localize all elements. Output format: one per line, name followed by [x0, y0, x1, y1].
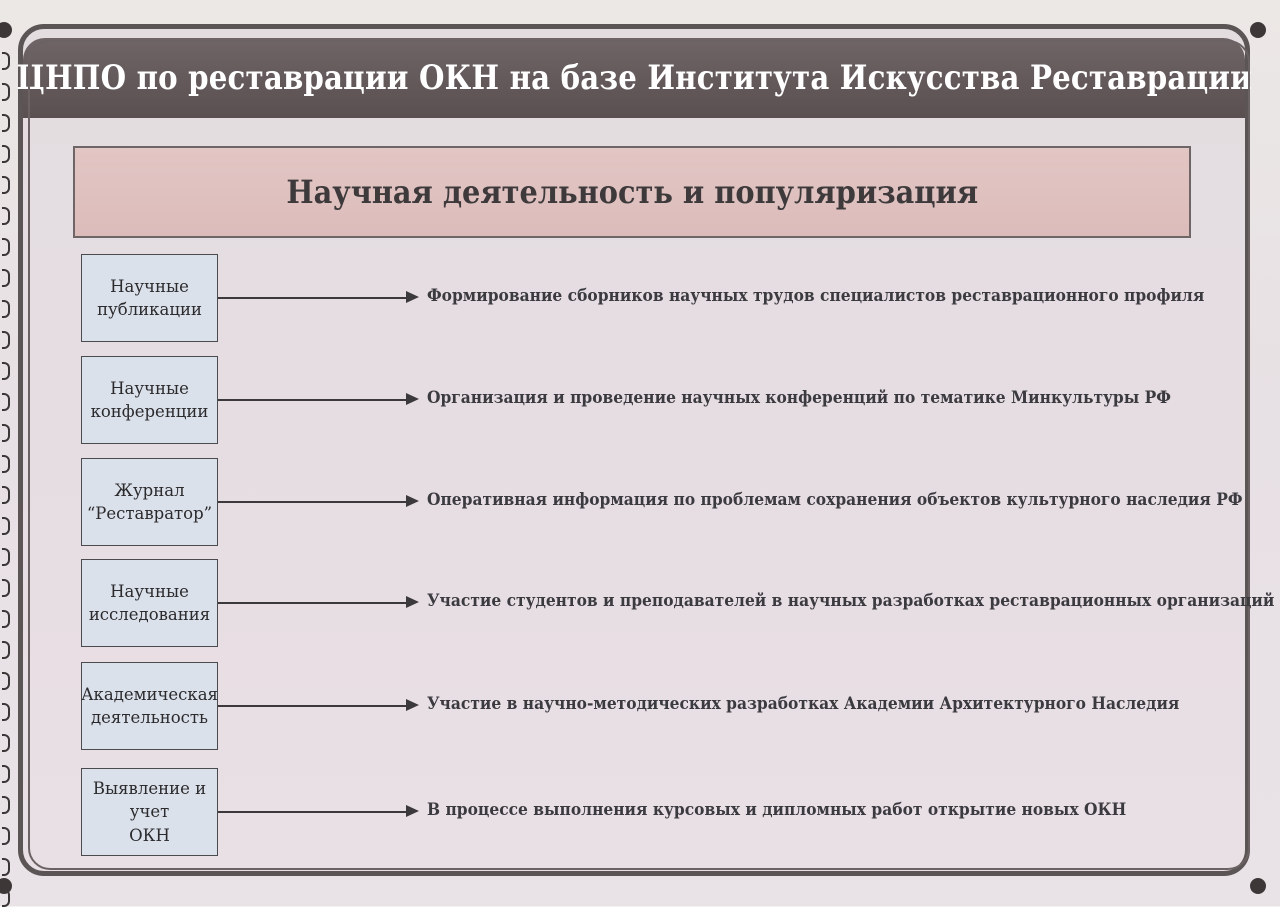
arrow-head-icon — [406, 393, 419, 405]
binding-ring — [2, 207, 10, 225]
binding-ring — [2, 703, 10, 721]
binding-ring — [2, 83, 10, 101]
activity-row-conferences — [81, 356, 1280, 444]
binding-ring — [2, 486, 10, 504]
activity-description: Организация и проведение научных конференций по тематике Минкультуры РФ — [427, 388, 1171, 408]
binding-ring — [2, 796, 10, 814]
activity-description: В процессе выполнения курсовых и дипломных работ открытие новых ОКН — [427, 800, 1127, 820]
binding-ring — [2, 176, 10, 194]
activity-description: Формирование сборников научных трудов специалистов реставрационного профиля — [427, 286, 1205, 306]
binding-ring — [2, 610, 10, 628]
binding-ring — [2, 114, 10, 132]
corner-dot-top-right — [1250, 22, 1266, 38]
activity-label: Выявление и учет ОКН — [92, 779, 207, 845]
binding-ring — [2, 765, 10, 783]
page-title: ЦНПО по реставрации ОКН на базе Института Искусства Реставрации — [16, 58, 1252, 98]
connector-line — [218, 705, 414, 707]
binding-ring — [2, 52, 10, 70]
binding-ring — [2, 300, 10, 318]
activity-description: Участие студентов и преподавателей в научных разработках реставрационных организаций — [427, 591, 1275, 611]
arrow-head-icon — [406, 699, 419, 711]
spiral-binding — [0, 0, 12, 906]
activity-description: Участие в научно-методических разработках Академии Архитектурного Наследия — [427, 694, 1180, 714]
corner-dot-bottom-right — [1250, 878, 1266, 894]
activity-row-academic — [81, 662, 1280, 750]
binding-ring — [2, 858, 10, 876]
activity-label: Научные публикации — [97, 276, 202, 319]
activity-label-box — [81, 254, 218, 342]
binding-ring — [2, 641, 10, 659]
section-heading: Научная деятельность и популяризация — [286, 173, 978, 211]
binding-ring — [2, 331, 10, 349]
arrow-head-icon — [406, 291, 419, 303]
binding-ring — [2, 734, 10, 752]
connector-line — [218, 501, 414, 503]
activity-label-box — [81, 356, 218, 444]
activity-label-box — [81, 458, 218, 546]
section-heading-box — [73, 146, 1191, 238]
activity-row-research — [81, 559, 1280, 647]
connector-line — [218, 297, 414, 299]
binding-ring — [2, 238, 10, 256]
binding-ring — [2, 827, 10, 845]
activity-label: Научные конференции — [90, 378, 209, 421]
header-band — [16, 38, 1252, 118]
binding-ring — [2, 393, 10, 411]
activity-label: Академическая деятельность — [81, 684, 218, 727]
activity-label: Журнал “Реставратор” — [86, 480, 213, 523]
activity-label-box — [81, 559, 218, 647]
binding-ring — [2, 455, 10, 473]
connector-line — [218, 602, 414, 604]
arrow-head-icon — [406, 596, 419, 608]
arrow-head-icon — [406, 495, 419, 507]
binding-ring — [2, 672, 10, 690]
binding-ring — [2, 517, 10, 535]
binding-ring — [2, 145, 10, 163]
activity-label-box — [81, 662, 218, 750]
connector-line — [218, 811, 414, 813]
activity-label-box — [81, 768, 218, 856]
connector-line — [218, 399, 414, 401]
activity-row-journal — [81, 458, 1280, 546]
binding-ring — [2, 269, 10, 287]
activity-description: Оперативная информация по проблемам сохранения объектов культурного наследия РФ — [427, 490, 1243, 510]
binding-ring — [2, 548, 10, 566]
binding-ring — [2, 424, 10, 442]
activity-row-publications — [81, 254, 1280, 342]
arrow-head-icon — [406, 805, 419, 817]
binding-ring — [2, 579, 10, 597]
activity-row-identification — [81, 768, 1280, 856]
binding-ring — [2, 362, 10, 380]
activity-label: Научные исследования — [88, 581, 211, 624]
